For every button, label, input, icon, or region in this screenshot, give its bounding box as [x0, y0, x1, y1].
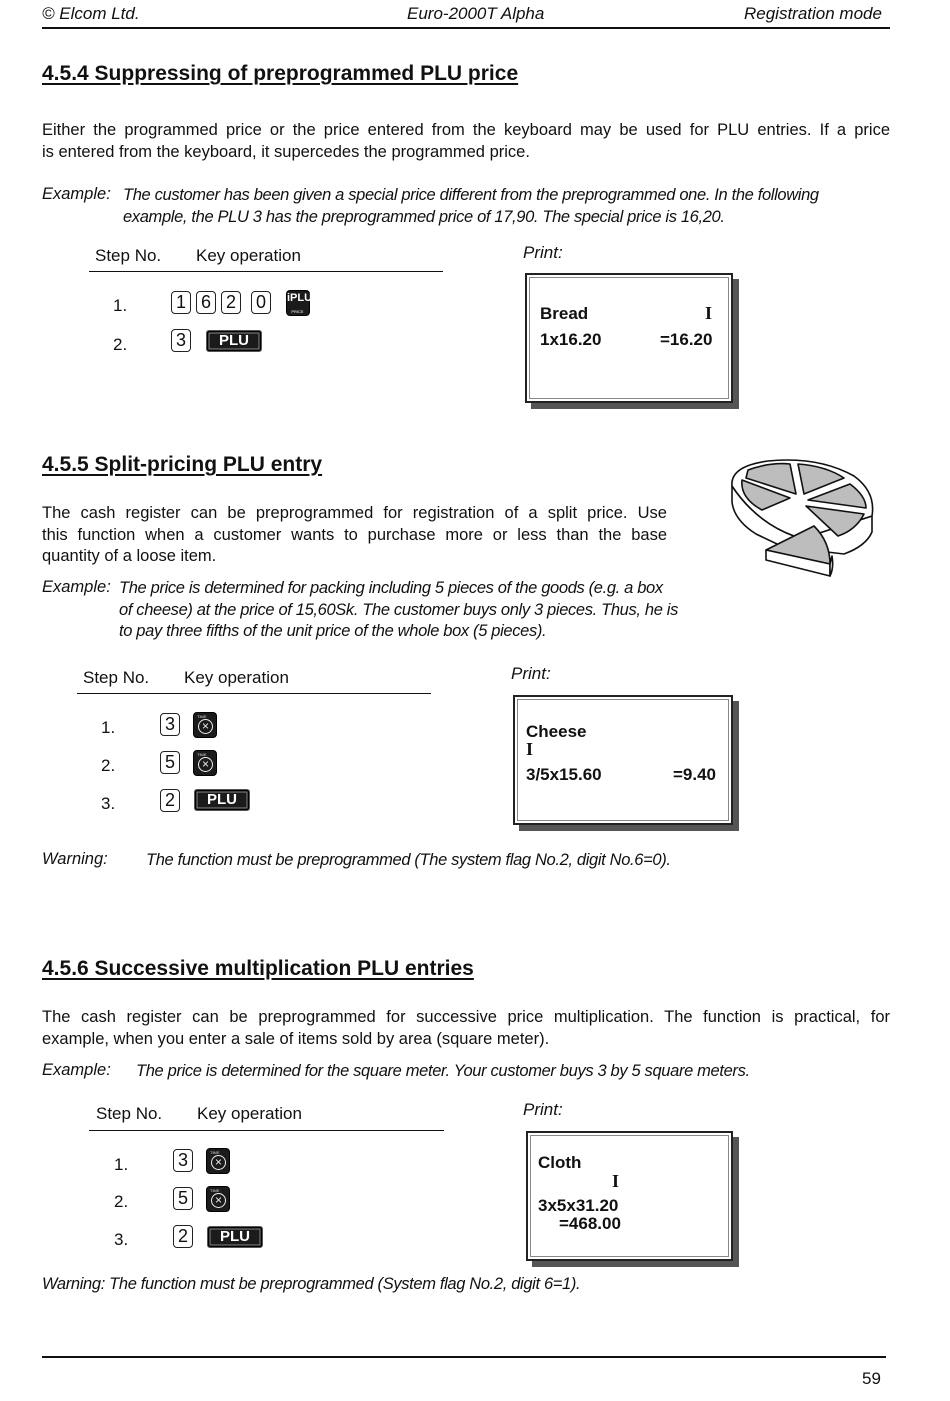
digit-key: 3 — [171, 329, 191, 352]
times-key-label: TIME — [210, 1150, 220, 1155]
header-mode: Registration mode — [744, 4, 882, 23]
digit-key: 6 — [196, 291, 216, 314]
receipt-tax-mark: I — [612, 1171, 620, 1191]
example-line: The customer has been given a special price different from the preprogrammed one. In the following — [123, 186, 819, 204]
header-divider — [42, 27, 890, 29]
section-title-4-5-6: 4.5.6 Successive multiplication PLU entries — [42, 957, 474, 980]
print-label: Print: — [523, 243, 563, 262]
step-number: 2. — [113, 335, 128, 354]
step-number: 3. — [114, 1230, 129, 1249]
step-no-header: Step No. — [83, 668, 150, 687]
intro-line: quantity of a loose item. — [42, 547, 217, 565]
intro-line: The cash register can be preprogrammed for registration of a split price. Use — [42, 504, 667, 522]
step-number: 2. — [114, 1192, 129, 1211]
section-intro-4-5-4 — [42, 120, 890, 163]
digit-key: 3 — [160, 713, 180, 736]
times-key-label: TIME — [197, 752, 207, 757]
warning-text: Warning: The function must be preprogrammed (System flag No.2, digit 6=1). — [42, 1275, 581, 1293]
plu-key-icon: PLU — [194, 789, 250, 811]
example-line: The price is determined for packing including 5 pieces of the goods (e.g. a box — [119, 579, 663, 597]
print-label: Print: — [511, 664, 551, 683]
intro-line: Either the programmed price or the price entered from the keyboard may be used for PLU entries. If a price — [42, 121, 890, 139]
times-key-icon: TIME × — [193, 712, 217, 738]
page-number: 59 — [862, 1369, 881, 1388]
example-line: of cheese) at the price of 15,60Sk. The customer buys only 3 pieces. Thus, he is — [119, 600, 678, 619]
plu-price-key-label: iPLU — [287, 292, 313, 304]
digit-key: 2 — [160, 789, 180, 812]
intro-line: The cash register can be preprogrammed for successive price multiplication. The function is practical, for — [42, 1008, 890, 1026]
table-header-rule — [77, 693, 431, 694]
times-key-icon: TIME × — [193, 750, 217, 776]
step-number: 2. — [101, 756, 116, 775]
receipt-item: Cheese — [526, 722, 587, 741]
section-title-4-5-5: 4.5.5 Split-pricing PLU entry — [42, 453, 323, 476]
receipt-line: 3/5x15.60 — [526, 765, 602, 784]
header-copyright: © Elcom Ltd. — [42, 4, 140, 23]
key-operation-header: Key operation — [184, 668, 289, 687]
digit-key: 5 — [173, 1187, 193, 1210]
intro-line: is entered from the keyboard, it supercedes the programmed price. — [42, 142, 530, 161]
digit-key: 1 — [171, 291, 191, 314]
section-intro-4-5-5 — [42, 503, 667, 568]
example-line: example, the PLU 3 has the preprogrammed price of 17,90. The special price is 16,20. — [123, 207, 725, 226]
example-label: Example: — [42, 578, 111, 596]
receipt-item: Bread — [540, 304, 589, 323]
section-title-4-5-4: 4.5.4 Suppressing of preprogrammed PLU price — [42, 62, 519, 85]
digit-key: 2 — [173, 1225, 193, 1248]
warning-text: The function must be preprogrammed (The system flag No.2, digit No.6=0). — [146, 851, 671, 869]
digit-key: 0 — [251, 291, 271, 314]
step-number: 3. — [101, 794, 116, 813]
receipt-tax-mark: I — [526, 739, 534, 759]
section-intro-4-5-6 — [42, 1007, 890, 1050]
warning-label: Warning: — [42, 850, 108, 868]
receipt-total: =468.00 — [559, 1214, 621, 1233]
digit-key: 3 — [173, 1149, 193, 1172]
step-no-header: Step No. — [95, 246, 162, 265]
plu-key-icon: PLU — [206, 330, 262, 352]
table-header-rule — [89, 271, 443, 272]
footer-divider — [42, 1356, 886, 1358]
print-label: Print: — [523, 1100, 563, 1119]
times-key-icon: TIME × — [206, 1186, 230, 1212]
step-number: 1. — [113, 296, 128, 315]
example-label: Example: — [42, 185, 111, 203]
key-operation-header: Key operation — [196, 246, 301, 265]
cheese-wheel-illustration — [726, 458, 878, 592]
receipt-line: 1x16.20 — [540, 330, 602, 349]
example-text — [119, 578, 779, 643]
plu-price-key-sublabel: PRICE — [291, 309, 304, 314]
example-line: to pay three fifths of the unit price of the whole box (5 pieces). — [119, 622, 547, 640]
digit-key: 2 — [221, 291, 241, 314]
receipt-tax-mark: I — [705, 303, 713, 323]
times-key-label: TIME — [210, 1188, 220, 1193]
times-key-label: TIME — [197, 714, 207, 719]
receipt-cloth — [526, 1131, 733, 1261]
example-label: Example: — [42, 1061, 111, 1079]
times-key-icon: TIME × — [206, 1148, 230, 1174]
example-text: The price is determined for the square meter. Your customer buys 3 by 5 square meters. — [136, 1062, 750, 1080]
receipt-cheese — [513, 695, 733, 825]
digit-key: 5 — [160, 751, 180, 774]
receipt-line: 3x5x31.20 — [538, 1196, 619, 1215]
step-number: 1. — [101, 718, 116, 737]
receipt-item: Cloth — [538, 1153, 582, 1172]
header-model: Euro-2000T Alpha — [407, 4, 545, 23]
plu-key-icon: PLU — [207, 1226, 263, 1248]
step-no-header: Step No. — [96, 1104, 163, 1123]
receipt-total: =16.20 — [660, 330, 713, 349]
receipt-bread — [525, 273, 733, 403]
key-operation-header: Key operation — [197, 1104, 302, 1123]
intro-line: example, when you enter a sale of items sold by area (square meter). — [42, 1029, 550, 1048]
table-header-rule — [89, 1130, 444, 1131]
plu-price-key-icon — [286, 290, 313, 316]
intro-line: this function when a customer wants to purchase more or less than the base — [42, 525, 667, 544]
example-text — [123, 185, 890, 228]
step-number: 1. — [114, 1155, 129, 1174]
receipt-total: =9.40 — [673, 765, 717, 784]
